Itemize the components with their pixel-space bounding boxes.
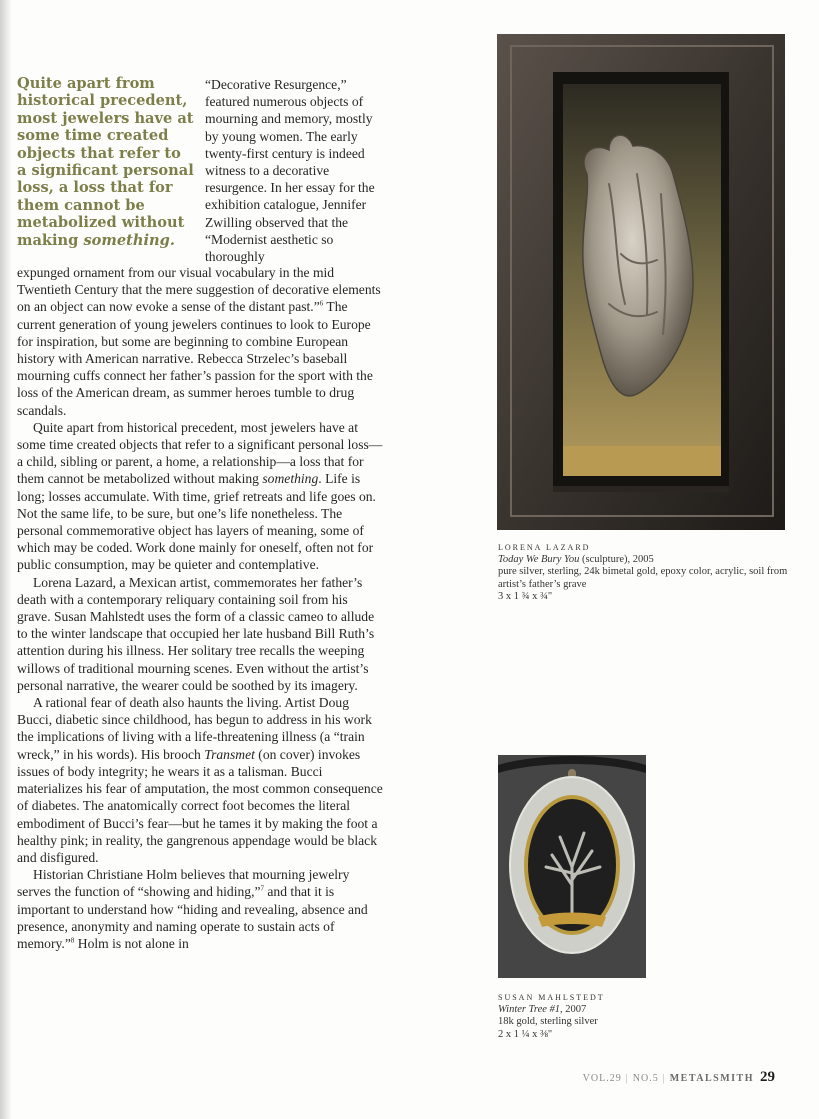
article-paragraph: A rational fear of death also haunts the living. Artist Doug Bucci, diabetic since childhood, has begun to address in his work the implications of living with a life-threatening illness (a “train wreck,” in his words). His brooch Transmet (on cover) invokes issues of body integrity; he wears it as a talisman. Bucci materializes his fear of amputation, the most common consequence of diabetes. The anatomically correct foot becomes the literal embodiment of Bucci’s fear—but he tames it by making the foot a healthy pink; in reality, the gangrenous appendage would be black and disfigured. [17, 695, 383, 865]
caption-title-line: Today We Bury You (sculpture), 2005 [498, 554, 654, 565]
pull-quote: Quite apart from historical precedent, most jewelers have at some time created objects that refer to a significant personal loss, a loss that for them cannot be metabolized without making something. [17, 75, 194, 249]
caption-dimensions: 2 x 1 ¼ x ⅜" [498, 1028, 553, 1040]
article-paragraph: Lorena Lazard, a Mexican artist, commemorates her father’s death with a contemporary reliquary containing soil from his grave. Susan Mahlstedt uses the form of a classic cameo to allude to the winter landscape that occupied her late husband Bill Ruth’s attention during his illness. Her solitary tree recalls the weeping willows of traditional mourning scenes. Even without the artist’s personal narrative, the wearer could be soothed by its imagery. [17, 574, 375, 693]
caption-artist: LORENA LAZARD [498, 543, 591, 552]
winter-tree-pendant-photo [498, 755, 646, 978]
article-paragraph: Historian Christiane Holm believes that mourning jewelry serves the function of “showing and hiding,”$^7$ and that it is important to understand how “hiding and revealing, absence and presence, anonymity and naming operate to sustain acts of memory.”$^8$ Holm is not alone in [17, 867, 368, 951]
article-paragraph: “Decorative Resurgence,” featured numerous objects of mourning and memory, mostly by young women. The early twenty-first century is indeed witness to a decorative resurgence. In her essay for the exhibition catalogue, Jennifer Zwilling observed that the “Modernist aesthetic so thoroughly [205, 77, 375, 265]
caption-materials: 18k gold, sterling silver [498, 1016, 598, 1028]
reliquary-sculpture-photo [497, 34, 785, 530]
caption-artist: SUSAN MAHLSTEDT [498, 993, 605, 1002]
photo-caption [498, 991, 698, 1041]
page-number: 29 [760, 1069, 775, 1085]
page-spine-shadow [0, 0, 12, 1119]
footnote-ref: 7 [260, 884, 264, 893]
footer-volume: VOL.29 [582, 1073, 622, 1084]
article-paragraph: Quite apart from historical precedent, most jewelers have at some time created objects that refer to a significant personal loss—a child, sibling or parent, a home, a relationship—a loss that for them cannot be metabolized without making something. Life is long; losses accumulate. With time, grief retreats and life goes on. Not the same life, to be sure, but one’s life nonetheless. The personal commemorative object has layers of meaning, some of which may be coded. Work done mainly for oneself, often not for public consumption, may be quieter and contemplative. [17, 419, 383, 573]
page-footer: VOL.29 | NO.5 | METALSMITH 29 [582, 1069, 775, 1085]
footer-issue: NO.5 [632, 1073, 659, 1084]
photo-caption [498, 541, 798, 604]
caption-title: Today We Bury You [498, 554, 580, 565]
article-column-main [17, 264, 383, 952]
pull-quote-emphasis: something. [83, 231, 175, 249]
footnote-ref: 8 [70, 936, 75, 945]
caption-materials: pure silver, sterling, 24k bimetal gold, epoxy color, acrylic, soil from artist’s father’s grave [498, 566, 788, 590]
caption-dimensions: 3 x 1 ¾ x ¾" [498, 591, 553, 603]
article-paragraph: expunged ornament from our visual vocabulary in the mid Twentieth Century that the mere suggestion of decorative elements on an object can now evoke a sense of the distant past.”$^6$ The current generation of young jewelers continues to look to Europe for inspiration, but some are beginning to combine European history with American narrative. Rebecca Strzelec’s baseball mourning cuffs connect her father’s passion for the sport with the loss of the American dream, as summer heroes tumble to drug scandals. [17, 265, 381, 418]
footnote-ref: 6 [319, 299, 324, 308]
footer-magazine-name: METALSMITH [669, 1073, 754, 1084]
caption-title-line: Winter Tree #1, 2007 [498, 1004, 587, 1015]
article-column-top [205, 76, 377, 265]
caption-title: Winter Tree #1 [498, 1004, 561, 1015]
